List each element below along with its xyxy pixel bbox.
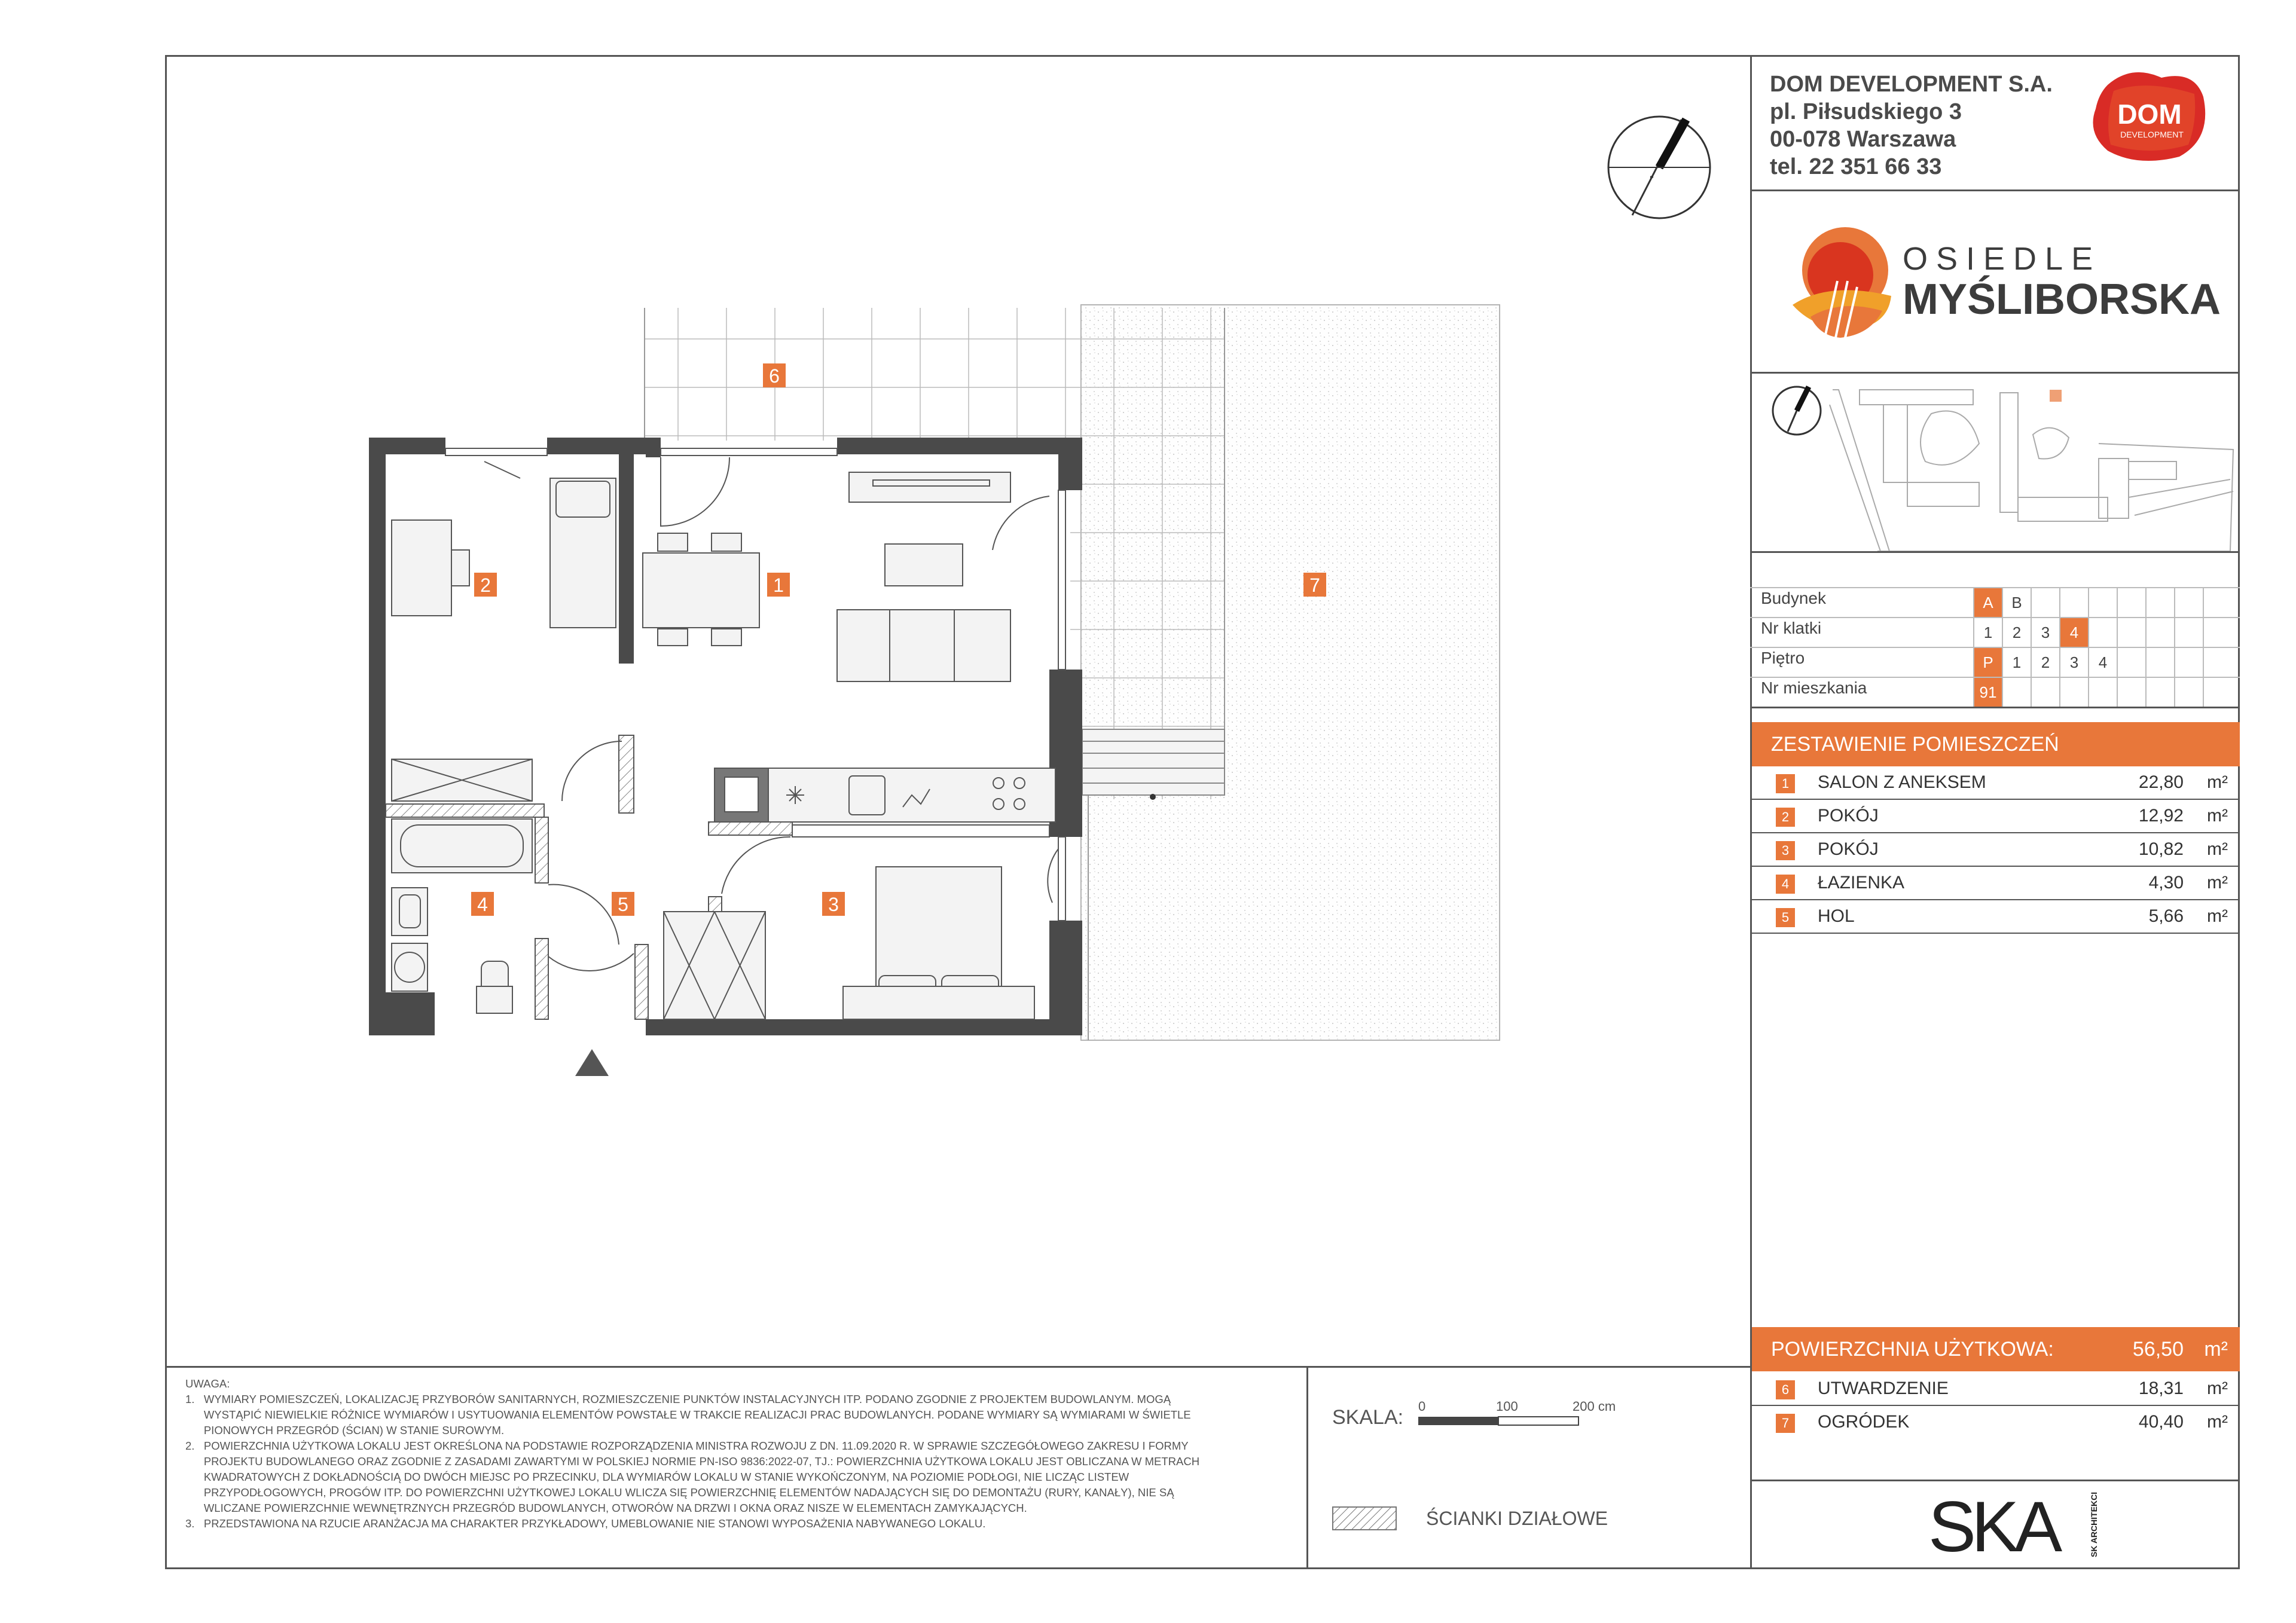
company-name: DOM DEVELOPMENT S.A. bbox=[1770, 72, 2053, 97]
location-cell bbox=[2174, 648, 2203, 677]
brand-mysliborska: MYŚLIBORSKA bbox=[1903, 276, 2221, 323]
sidebar-sep-2 bbox=[1750, 372, 2240, 374]
room-row bbox=[1752, 833, 2240, 867]
extra-number-badge: 6 bbox=[1776, 1380, 1795, 1399]
location-cell bbox=[2174, 678, 2203, 707]
scale-tick-100: 100 bbox=[1496, 1399, 1518, 1414]
ska-vertical-text: SK ARCHITEKCI bbox=[2089, 1491, 2099, 1557]
scale-tick-200: 200 cm bbox=[1573, 1399, 1616, 1414]
loc-label-klatka: Nr klatki bbox=[1761, 619, 1822, 637]
notes-line: PROJEKTU BUDOWLANEGO ORAZ ZGODNIE Z ZASADAMI ZAWARTYMI W POLSKIEJ NORMIE PN-ISO 9836:2022-07, TJ.: POWIERZCHNIA UŻYTKOWA LOKALU JEST OBLICZANA W METRACH bbox=[185, 1455, 1200, 1468]
room-area: 12,92 bbox=[2138, 806, 2184, 826]
location-cell bbox=[2031, 678, 2059, 707]
location-cell: 1 bbox=[2002, 648, 2031, 677]
location-cell: 1 bbox=[1973, 618, 2002, 647]
plan-label-3: 3 bbox=[828, 894, 839, 915]
site-highlight bbox=[2050, 390, 2062, 402]
extra-row bbox=[1752, 1373, 2240, 1406]
notes-line: 2. POWIERZCHNIA UŻYTKOWA LOKALU JEST OKREŚLONA NA PODSTAWIE ROZPORZĄDZENIA MINISTRA ROZWOJU Z DN. 11.09.2020 R. W SPRAWIE SZCZEGÓŁOWEGO ZAKRESU I FORMY bbox=[185, 1439, 1189, 1452]
room-unit: m² bbox=[2207, 772, 2228, 792]
location-cell bbox=[2145, 678, 2174, 707]
notes-divider bbox=[165, 1366, 1751, 1368]
notes-title: UWAGA: bbox=[185, 1377, 230, 1390]
usable-area-unit: m² bbox=[2204, 1338, 2228, 1361]
location-cell bbox=[2117, 588, 2145, 617]
notes-line: 1. WYMIARY POMIESZCZEŃ, LOKALIZACJĘ PRZYBORÓW SANITARNYCH, ROZMIESZCZENIE PUNKTÓW INSTALACYJNYCH ITP. PODANO ZGODNIE Z PROJEKTEM BUDOWLANYM. MOGĄ bbox=[185, 1393, 1171, 1405]
location-cell: 2 bbox=[2002, 618, 2031, 647]
room-unit: m² bbox=[2207, 839, 2228, 859]
location-cell bbox=[2031, 588, 2059, 617]
location-cell: P bbox=[1973, 648, 2002, 677]
room-name: SALON Z ANEKSEM bbox=[1818, 772, 1986, 792]
room-number-badge: 2 bbox=[1776, 808, 1795, 827]
room-area: 5,66 bbox=[2148, 906, 2184, 926]
usable-area-label: POWIERZCHNIA UŻYTKOWA: bbox=[1771, 1338, 2054, 1361]
extra-name: UTWARDZENIE bbox=[1818, 1379, 1949, 1398]
location-cell bbox=[2002, 678, 2031, 707]
partition-wall-legend-label: ŚCIANKI DZIAŁOWE bbox=[1426, 1508, 1608, 1529]
room-number-badge: 4 bbox=[1776, 875, 1795, 894]
company-street: pl. Piłsudskiego 3 bbox=[1770, 99, 1962, 124]
company-city: 00-078 Warszawa bbox=[1770, 127, 1956, 152]
extra-number-badge: 7 bbox=[1776, 1414, 1795, 1433]
extra-row bbox=[1752, 1406, 2240, 1439]
room-unit: m² bbox=[2207, 806, 2228, 826]
company-info bbox=[1770, 71, 2053, 181]
usable-area-value: 56,50 bbox=[2132, 1338, 2184, 1361]
extra-area: 40,40 bbox=[2138, 1412, 2184, 1432]
room-name: POKÓJ bbox=[1818, 806, 1879, 826]
plan-label-1: 1 bbox=[773, 574, 784, 596]
extra-unit: m² bbox=[2207, 1379, 2228, 1398]
sidebar-sep-3 bbox=[1750, 551, 2240, 553]
location-cell: B bbox=[2002, 588, 2031, 617]
plan-label-5: 5 bbox=[618, 894, 628, 915]
logo-text-dom: DOM bbox=[2117, 99, 2182, 130]
ska-mark: SKA bbox=[1928, 1487, 2058, 1567]
notes bbox=[185, 1376, 1296, 1532]
scale-bar bbox=[1418, 1416, 1586, 1428]
plan-label-7: 7 bbox=[1309, 574, 1320, 596]
loc-label-pietro: Piętro bbox=[1761, 649, 1805, 667]
entrance-marker-icon bbox=[575, 1049, 609, 1076]
logo-text-development: DEVELOPMENT bbox=[2120, 130, 2184, 139]
site-plan-buildings bbox=[1830, 390, 2233, 551]
location-cell: 4 bbox=[2059, 618, 2088, 647]
room-row bbox=[1752, 766, 2240, 800]
usable-area-bar bbox=[1752, 1327, 2240, 1371]
location-cell bbox=[2203, 648, 2231, 677]
room-area: 22,80 bbox=[2138, 772, 2184, 792]
notes-line: PIONOWYCH PRZEGRÓD (ŚCIAN) W STANIE SUROWYM. bbox=[185, 1424, 505, 1436]
loc-row-sep-5 bbox=[1750, 707, 2240, 708]
room-number-badge: 1 bbox=[1776, 774, 1795, 793]
ska-architect-logo bbox=[1922, 1480, 2114, 1569]
notes-line: PRZYPODŁOGOWYCH, PROGÓW ITP. DO POWIERZCHNI UŻYTKOWEJ LOKALU WLICZA SIĘ POWIERZCHNIĘ ELEMENTÓW NADAJĄCYCH SIĘ DO DEMONTAŻU (RURY, KANAŁY), NIE SĄ bbox=[185, 1486, 1174, 1499]
room-area: 10,82 bbox=[2138, 839, 2184, 859]
plan-label-2: 2 bbox=[480, 574, 491, 596]
dom-development-logo bbox=[2090, 67, 2209, 163]
location-cell bbox=[2203, 678, 2231, 707]
room-row bbox=[1752, 900, 2240, 934]
plan-label-6: 6 bbox=[769, 365, 780, 387]
scale-label: SKALA: bbox=[1332, 1406, 1404, 1429]
room-name: POKÓJ bbox=[1818, 839, 1879, 859]
north-compass-icon bbox=[1608, 117, 1710, 218]
loc-label-mieszkanie: Nr mieszkania bbox=[1761, 678, 1867, 697]
site-location-map bbox=[1764, 378, 2236, 551]
room-area: 4,30 bbox=[2148, 873, 2184, 893]
location-cell bbox=[2059, 588, 2088, 617]
location-cell bbox=[2174, 588, 2203, 617]
notes-line: WLICZANE POWIERZCHNIE WEWNĘTRZNYCH PRZEGRÓD BUDOWLANYCH, OTWORÓW NA DRZWI I OKNA ORAZ NISZE W ELEMENTACH ZAMYKAJĄCYCH. bbox=[185, 1502, 1027, 1514]
location-cell: 91 bbox=[1973, 678, 2002, 707]
notes-line: WYSTĄPIĆ NIEWIELKIE RÓŻNICE WYMIARÓW I USYTUOWANIA ELEMENTÓW POWSTAŁE W TRAKCIE REALIZACJI PRAC BUDOWLANYCH. PODANE WYMIARY SĄ WYMIARAMI W ŚWIETLE bbox=[185, 1408, 1191, 1421]
rooms-header bbox=[1752, 722, 2240, 766]
brand-osiedle: OSIEDLE bbox=[1903, 241, 2102, 277]
terrace-area bbox=[645, 308, 1225, 441]
loc-label-budynek: Budynek bbox=[1761, 589, 1826, 607]
sidebar-sep-1 bbox=[1750, 189, 2240, 191]
location-cell bbox=[2174, 618, 2203, 647]
location-cell: 3 bbox=[2059, 648, 2088, 677]
location-cell bbox=[2059, 678, 2088, 707]
location-cell bbox=[2088, 588, 2117, 617]
extra-name: OGRÓDEK bbox=[1818, 1412, 1910, 1432]
scale-tick-0: 0 bbox=[1418, 1399, 1426, 1414]
location-cell: 3 bbox=[2031, 618, 2059, 647]
location-cell: A bbox=[1973, 588, 2002, 617]
plan-label-4: 4 bbox=[477, 894, 488, 915]
location-cell: 2 bbox=[2031, 648, 2059, 677]
notes-scale-divider bbox=[1306, 1366, 1308, 1569]
location-cell bbox=[2145, 648, 2174, 677]
company-phone: tel. 22 351 66 33 bbox=[1770, 154, 1942, 179]
room-name: HOL bbox=[1818, 906, 1855, 926]
location-cell bbox=[2117, 618, 2145, 647]
location-cell bbox=[2117, 648, 2145, 677]
location-cell bbox=[2145, 588, 2174, 617]
extra-unit: m² bbox=[2207, 1412, 2228, 1432]
location-cell bbox=[2088, 678, 2117, 707]
location-cell bbox=[2203, 588, 2231, 617]
room-row bbox=[1752, 800, 2240, 833]
room-row bbox=[1752, 867, 2240, 900]
room-number-badge: 5 bbox=[1776, 908, 1795, 927]
room-unit: m² bbox=[2207, 906, 2228, 926]
notes-line: KWADRATOWYCH Z DOKŁADNOŚCIĄ DO DWÓCH MIEJSC PO PRZECINKU, DLA WYMIARÓW LOKALU W STANIE WYKOŃCZONYM, NA POZIOMIE PODŁOGI, NIE LICZĄC LISTEW bbox=[185, 1471, 1129, 1483]
location-cell bbox=[2203, 618, 2231, 647]
location-cell: 4 bbox=[2088, 648, 2117, 677]
location-cell bbox=[2145, 618, 2174, 647]
room-name: ŁAZIENKA bbox=[1818, 873, 1905, 893]
extra-area: 18,31 bbox=[2138, 1379, 2184, 1398]
location-cell bbox=[2088, 618, 2117, 647]
room-number-badge: 3 bbox=[1776, 841, 1795, 860]
notes-line: 3. PRZEDSTAWIONA NA RZUCIE ARANŻACJA MA CHARAKTER PRZYKŁADOWY, UMEBLOWANIE NIE STANOWI WYPOSAŻENIA NABYWANEGO LOKALU. bbox=[185, 1517, 986, 1530]
room-unit: m² bbox=[2207, 873, 2228, 893]
mysliborska-sun-logo bbox=[1793, 221, 1891, 341]
rooms-header-title: ZESTAWIENIE POMIESZCZEŃ bbox=[1771, 733, 2059, 756]
location-cell bbox=[2117, 678, 2145, 707]
partition-wall-legend-swatch bbox=[1332, 1506, 1398, 1532]
